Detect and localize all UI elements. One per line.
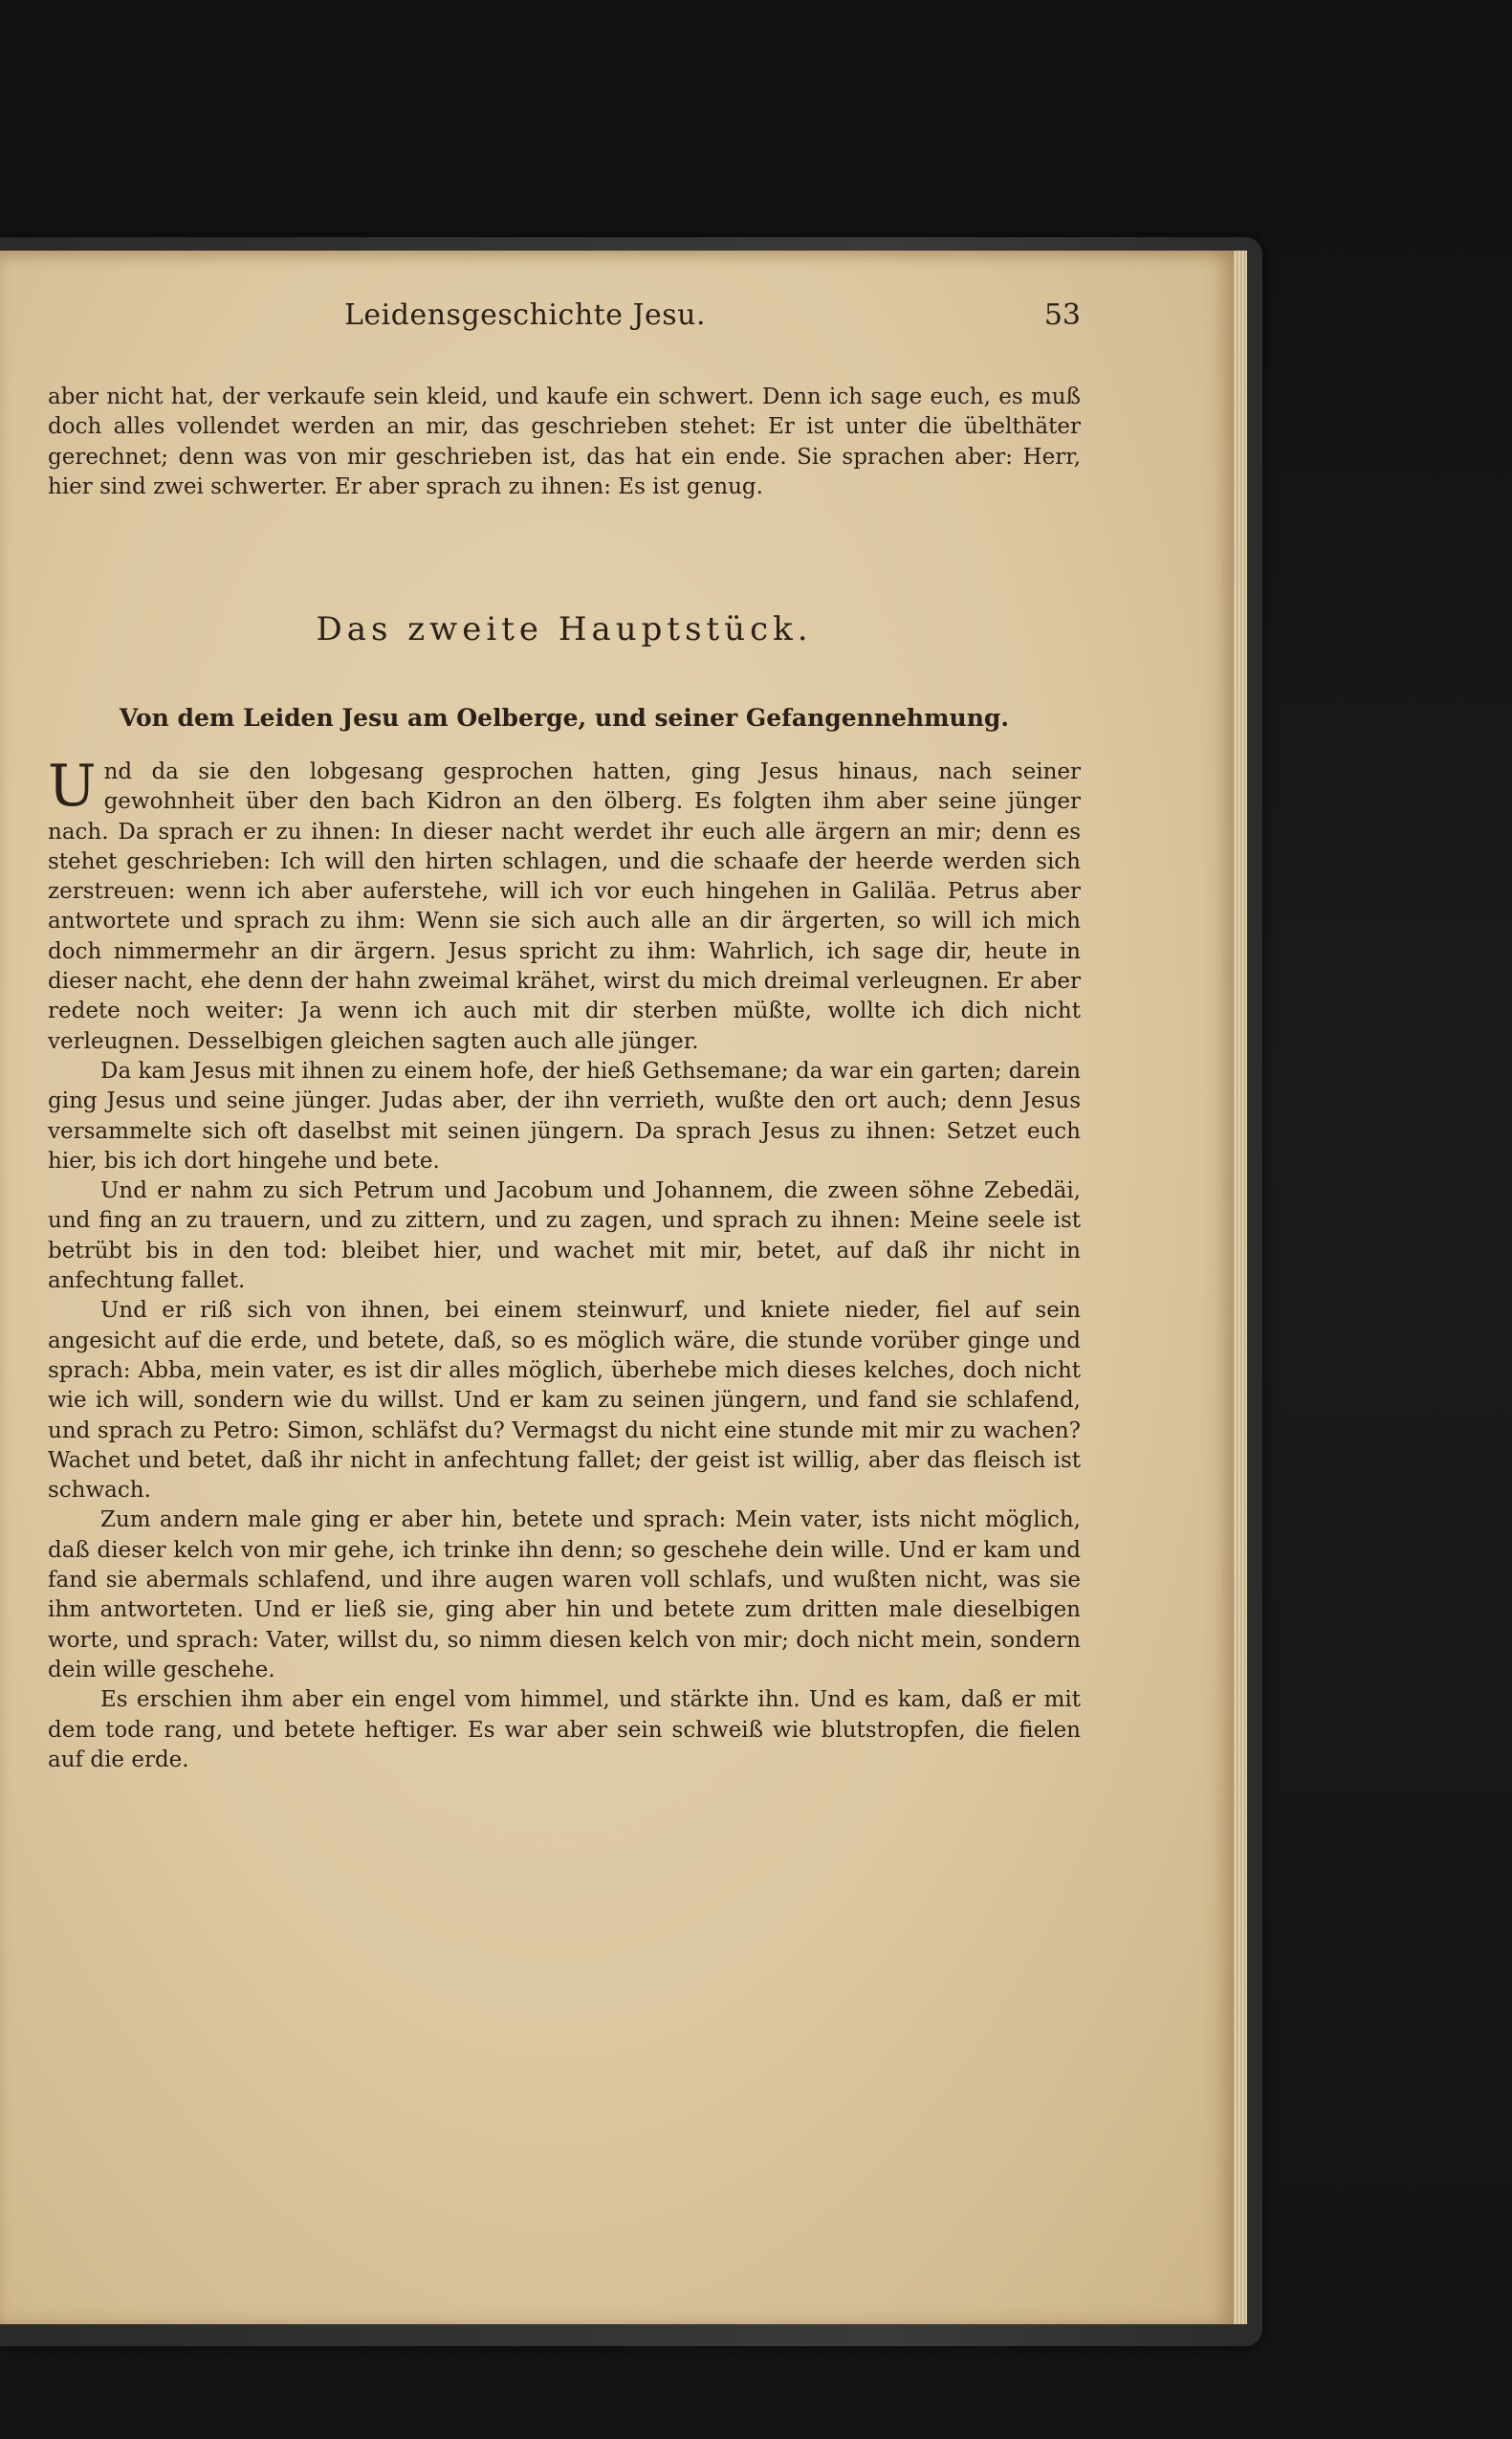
first-paragraph bbox=[48, 753, 1081, 1057]
section-heading: Von dem Leiden Jesu am Oelberge, und seiner Gefangennehmung. bbox=[119, 704, 1010, 732]
paragraph-prayer: Und er riß sich von ihnen, bei einem steinwurf, und kniete nieder, fiel auf sein angesicht auf die erde, und betete, daß, so es möglich wäre, die stunde vorüber ginge und sprach: Abba, mein vater, es ist dir alles möglich, überhebe mich dieses kelches, doch nicht wie ich will, sondern wie du willst. Und er kam zu seinen jüngern, und fand sie schlafend, und sprach zu Petro: Simon, schläfst du? Vermagst du nicht eine stunde mit mir zu wachen? Wachet und betet, daß ihr nicht in anfechtung fallet; der geist ist willig, aber das fleisch ist schwach. bbox=[48, 1298, 1081, 1504]
chapter-heading: Das zweite Hauptstück. bbox=[316, 610, 813, 648]
page-content bbox=[48, 251, 1081, 2324]
drop-cap: U bbox=[48, 753, 97, 820]
page-number: 53 bbox=[1043, 298, 1081, 332]
intro-paragraph: aber nicht hat, der verkaufe sein kleid, und kaufe ein schwert. Denn ich sage euch, es muß doch alles vollendet werden an mir, das geschrieben stehet: Er ist unter die übelthäter gerechnet; denn was von mir geschrieben ist, das hat ein ende. Sie sprachen aber: Herr, hier sind zwei schwerter. Er aber sprach zu ihnen: Es ist genug. bbox=[48, 385, 1081, 499]
running-title: Leidensgeschichte Jesu. bbox=[344, 298, 707, 332]
paragraph-gethsemane: Da kam Jesus mit ihnen zu einem hofe, der hieß Gethsemane; da war ein garten; darein ging Jesus und seine jünger. Judas aber, der ihn verrieth, wußte den ort auch; denn Jesus versammelte sich oft daselbst mit seinen jüngern. Da sprach Jesus zu ihnen: Setzet euch hier, bis ich dort hingehe und bete. bbox=[48, 1058, 1081, 1174]
body-text bbox=[48, 753, 1081, 2116]
book-page bbox=[0, 251, 1234, 2324]
first-paragraph-text: nd da sie den lobgesang gesprochen hatten, ging Jesus hinaus, nach seiner gewohnheit über den bach Kidron an den ölberg. Es folgten ihm aber seine jünger nach. Da sprach er zu ihnen: In dieser nacht werdet ihr euch alle ärgern an mir; denn es stehet geschrieben: Ich will den hirten schlagen, und die schaafe der heerde werden sich zerstreuen: wenn ich aber auferstehe, will ich vor euch hingehen in Galiläa. Petrus aber antwortete und sprach zu ihm: Wenn sie sich auch alle an dir ärgerten, so will ich mich doch nimmermehr an dir ärgern. Jesus spricht zu ihm: Wahrlich, ich sage dir, heute in dieser nacht, ehe denn der hahn zweimal krähet, wirst du mich dreimal verleugnen. Er aber redete noch weiter: Ja wenn ich auch mit dir sterben müßte, wollte ich dich nicht verleugnen. Desselbigen gleichen sagten auch alle jünger. bbox=[48, 759, 1081, 1054]
paragraph-angel: Es erschien ihm aber ein engel vom himmel, und stärkte ihn. Und es kam, daß er mit dem tode rang, und betete heftiger. Es war aber sein schweiß wie blutstropfen, die fielen auf die erde. bbox=[48, 1687, 1081, 1772]
paragraph-zebedee: Und er nahm zu sich Petrum und Jacobum und Johannem, die zween söhne Zebedäi, und fing an zu trauern, und zu zittern, und zu zagen, und sprach zu ihnen: Meine seele ist betrübt bis in den tod: bleibet hier, und wachet mit mir, betet, auf daß ihr nicht in anfechtung fallet. bbox=[48, 1178, 1081, 1294]
paragraph-second-prayer: Zum andern male ging er aber hin, betete und sprach: Mein vater, ists nicht möglich, daß dieser kelch von mir gehe, ich trinke ihn denn; so geschehe dein wille. Und er kam und fand sie abermals schlafend, und ihre augen waren voll schlafs, und wußten nicht, was sie ihm antworteten. Und er ließ sie, ging aber hin und betete zum dritten male dieselbigen worte, und sprach: Vater, willst du, so nimm diesen kelch von mir; doch nicht mein, sondern dein wille geschehe. bbox=[48, 1507, 1081, 1682]
running-head bbox=[48, 298, 1081, 356]
page-edges bbox=[1234, 251, 1247, 2324]
